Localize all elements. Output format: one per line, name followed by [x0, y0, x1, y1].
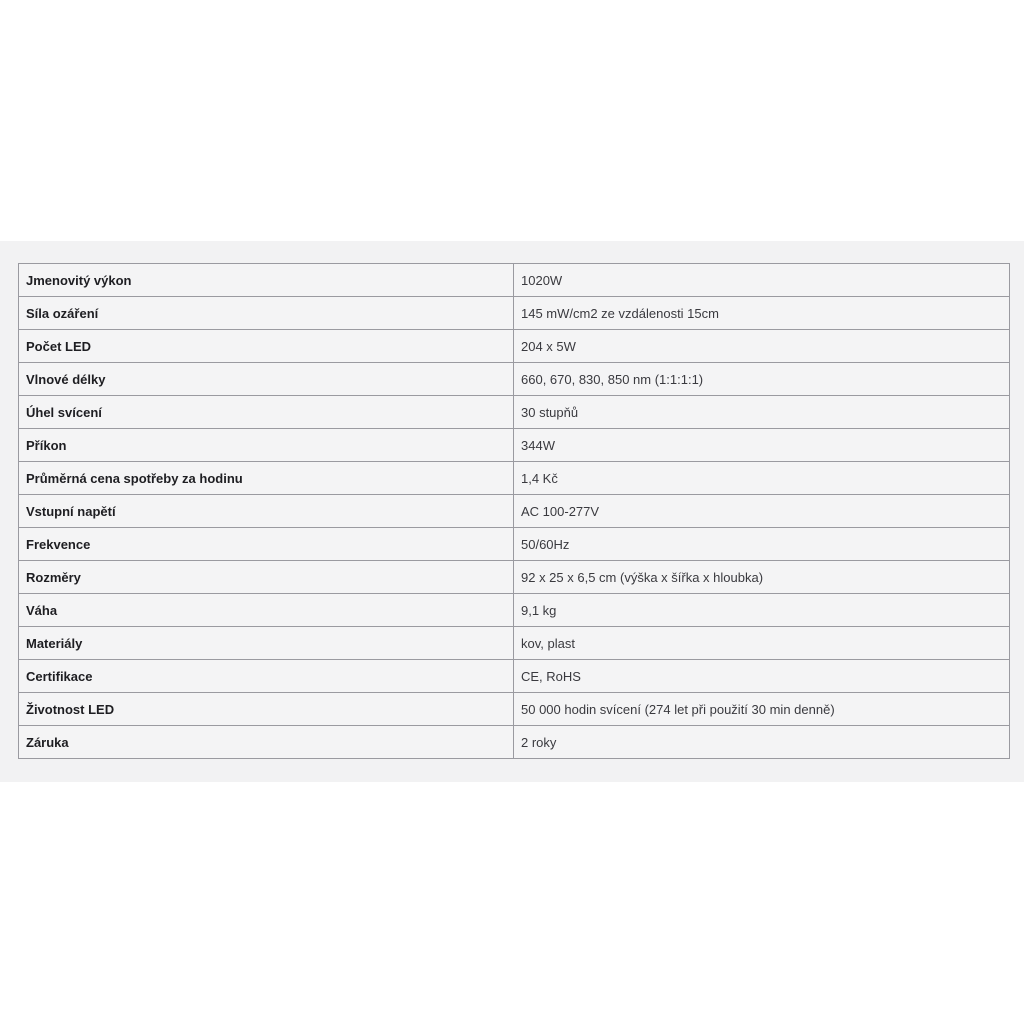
- spec-value: kov, plast: [514, 627, 1010, 660]
- table-row: [19, 528, 1010, 561]
- spec-label: Záruka: [19, 726, 514, 759]
- table-row: [19, 594, 1010, 627]
- table-row: [19, 660, 1010, 693]
- spec-value: 1,4 Kč: [514, 462, 1010, 495]
- table-row: [19, 264, 1010, 297]
- spec-label: Síla ozáření: [19, 297, 514, 330]
- spec-value: AC 100-277V: [514, 495, 1010, 528]
- table-row: [19, 561, 1010, 594]
- spec-value: 50 000 hodin svícení (274 let při použití 30 min denně): [514, 693, 1010, 726]
- spec-panel: [0, 241, 1024, 782]
- table-row: [19, 330, 1010, 363]
- spec-label: Váha: [19, 594, 514, 627]
- spec-label: Certifikace: [19, 660, 514, 693]
- spec-label: Rozměry: [19, 561, 514, 594]
- table-row: [19, 297, 1010, 330]
- spec-value: 204 x 5W: [514, 330, 1010, 363]
- table-row: [19, 726, 1010, 759]
- table-row: [19, 627, 1010, 660]
- spec-label: Jmenovitý výkon: [19, 264, 514, 297]
- spec-label: Frekvence: [19, 528, 514, 561]
- spec-label: Úhel svícení: [19, 396, 514, 429]
- spec-label: Průměrná cena spotřeby za hodinu: [19, 462, 514, 495]
- spec-label: Počet LED: [19, 330, 514, 363]
- spec-value: 50/60Hz: [514, 528, 1010, 561]
- spec-label: Vstupní napětí: [19, 495, 514, 528]
- spec-table: [18, 263, 1010, 759]
- spec-label: Životnost LED: [19, 693, 514, 726]
- table-row: [19, 429, 1010, 462]
- spec-value: 2 roky: [514, 726, 1010, 759]
- spec-value: 9,1 kg: [514, 594, 1010, 627]
- spec-label: Příkon: [19, 429, 514, 462]
- table-row: [19, 495, 1010, 528]
- spec-value: 92 x 25 x 6,5 cm (výška x šířka x hloubka): [514, 561, 1010, 594]
- table-row: [19, 693, 1010, 726]
- spec-label: Materiály: [19, 627, 514, 660]
- spec-value: 145 mW/cm2 ze vzdálenosti 15cm: [514, 297, 1010, 330]
- spec-label: Vlnové délky: [19, 363, 514, 396]
- spec-value: 30 stupňů: [514, 396, 1010, 429]
- spec-value: 660, 670, 830, 850 nm (1:1:1:1): [514, 363, 1010, 396]
- table-row: [19, 363, 1010, 396]
- table-row: [19, 462, 1010, 495]
- spec-value: 1020W: [514, 264, 1010, 297]
- spec-value: CE, RoHS: [514, 660, 1010, 693]
- table-row: [19, 396, 1010, 429]
- spec-value: 344W: [514, 429, 1010, 462]
